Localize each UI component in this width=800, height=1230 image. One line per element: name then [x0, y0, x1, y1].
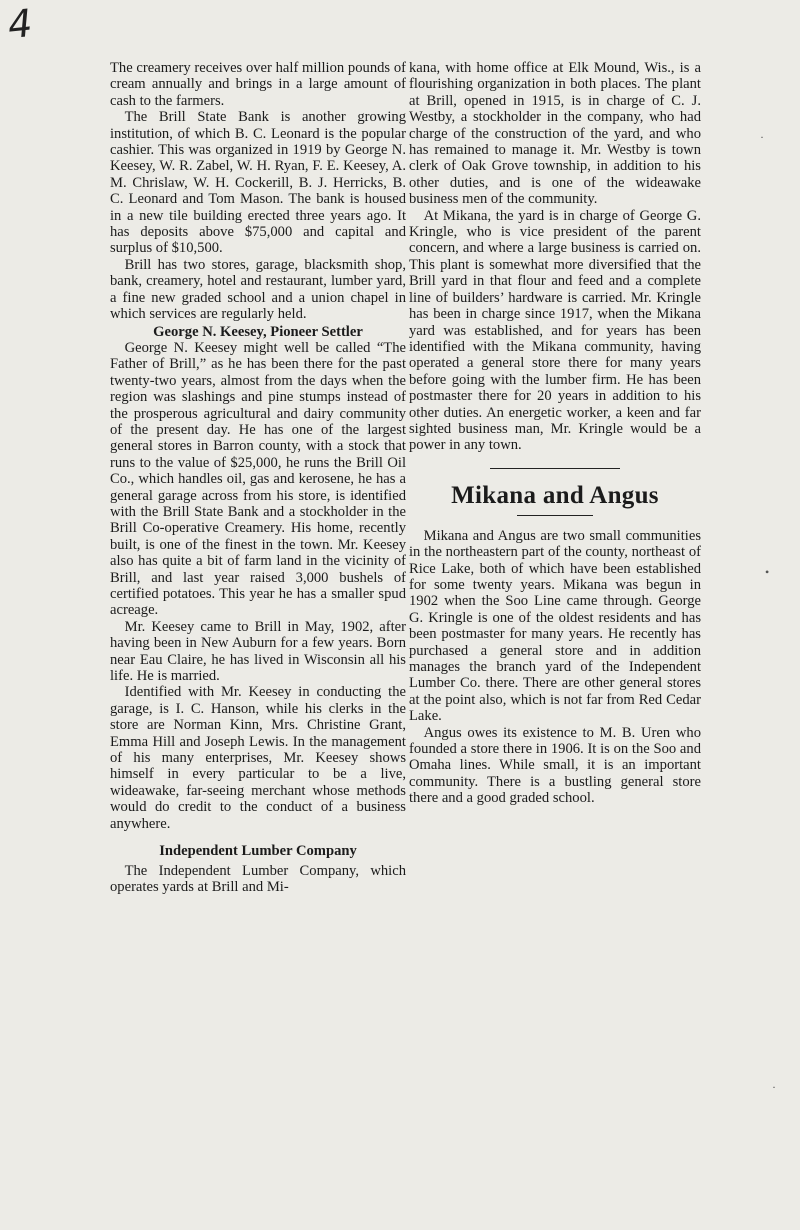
paragraph: kana, with home office at Elk Mound, Wis., is a flourishing organization in both places. The plant at Brill, opened in 1915, is in charge of C. J. Westby, a stockholder in the company, who had charge of the construction of the yard, and who has remained to manage it. Mr. Westby is town clerk of Oak Grove township, in addition to his other duties, and is one of the wideawake business men of the community. — [409, 60, 701, 208]
paragraph: The Brill State Bank is another growing institution, of which B. C. Leonard is the popular cashier. This was organized in 1919 by George N. Keesey, W. R. Zabel, W. H. Ryan, F. E. Keesey, A. M. Chrislaw, W. H. Cockerill, B. J. Herricks, B. C. Leonard and Tom Mason. The bank is housed in a new tile building erected three years ago. It has deposits above $75,000 and capital and surplus of $10,500. — [110, 109, 406, 257]
paragraph: George N. Keesey might well be called “The Father of Brill,” as he has been there for the past twenty-two years, almost from the days when the region was slashings and pine stumps instead of the prosperous agricultural and dairy community of the present day. He has one of the largest general stores in Barron county, with a stock that runs to the value of $25,000, he runs the Brill Oil Co., which handles oil, gas and kerosene, he has a general garage across from his store, is identified with the Brill State Bank and a stockholder in the Brill Co-operative Creamery. His home, recently built, is one of the finest in the town. Mr. Keesey also has quite a bit of farm land in the vicinity of Brill, and last year raised 3,000 bushels of certified potatoes. This year he has a smaller spud acreage. — [110, 339, 406, 619]
heading-underline — [517, 515, 593, 516]
paragraph: Identified with Mr. Keesey in conducting the garage, is I. C. Hanson, while his clerks in the store are Norman Kinn, Mrs. Christine Grant, Emma Hill and Joseph Lewis. In the management of his many enterprises, Mr. Keesey shows himself in every particular to be a live, wideawake, far-seeing merchant whose methods would do credit to the conduct of a business anywhere. — [110, 684, 406, 832]
right-column — [409, 60, 701, 807]
paragraph: Brill has two stores, garage, blacksmith shop, bank, creamery, hotel and restaurant, lumber yard, a fine new graded school and a union chapel in which services are regularly held. — [110, 256, 406, 323]
ink-speck-icon: · — [760, 130, 764, 144]
paragraph: At Mikana, the yard is in charge of George G. Kringle, who is vice president of the parent concern, and where a large business is carried on. This plant is somewhat more diversified that the Brill yard in that flour and feed and a complete line of builders’ hardware is carried. Mr. Kringle has been in charge since 1917, when the Mikana yard was established, and for years has been identified with the Mikana community, having operated a general store there for many years before going with the lumber firm. He has been postmaster there for 20 years in addition to his other duties. An energetic worker, a keen and far sighted business man, Mr. Kringle would be a power in any town. — [409, 207, 701, 454]
paragraph: Angus owes its existence to M. B. Uren who founded a store there in 1906. It is on the Soo and Omaha lines. While small, it is an important community. There is a bustling general store there and a good graded school. — [409, 724, 701, 807]
ink-speck-icon: · — [772, 1080, 776, 1094]
paragraph: Mikana and Angus are two small communities in the northeastern part of the county, northeast of Rice Lake, both of which have been established for some twenty years. Mikana was begun in 1902 when the Soo Line came through. George G. Kringle is one of the oldest residents and has been postmaster for many years. He recently has purchased a general store and in addition manages the branch yard of the Independent Lumber Co. there. There are other general stores at the point also, which is not far from Red Cedar Lake. — [409, 527, 701, 725]
subhead-lumber: Independent Lumber Company — [159, 843, 357, 860]
left-column — [110, 60, 406, 895]
paragraph: The creamery receives over half million pounds of cream annually and brings in a large amount of cash to the farmers. — [110, 60, 406, 109]
section-divider — [490, 468, 620, 469]
page-number: 4 — [5, 0, 35, 48]
ink-speck-icon: • — [765, 565, 770, 579]
paragraph: The Independent Lumber Company, which operates yards at Brill and Mi- — [110, 862, 406, 895]
subhead-keesey: George N. Keesey, Pioneer Settler — [153, 323, 363, 340]
heading-mikana-angus: Mikana and Angus — [451, 481, 659, 509]
paragraph: Mr. Keesey came to Brill in May, 1902, after having been in New Auburn for a few years. Born near Eau Claire, he has lived in Wisconsin all his life. He is married. — [110, 618, 406, 685]
